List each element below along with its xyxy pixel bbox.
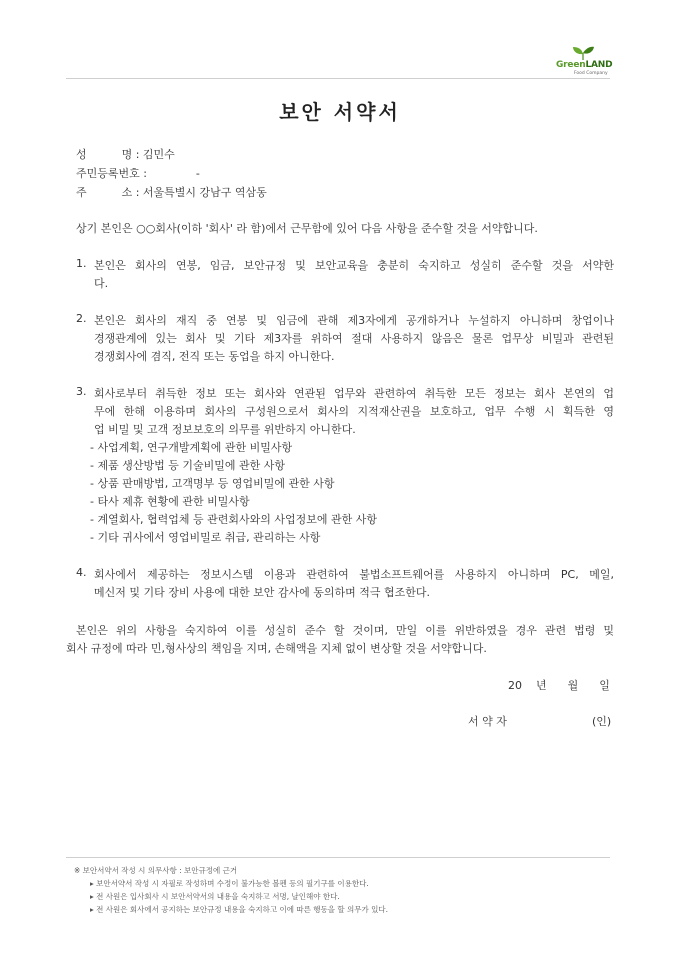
item-3-sub-3: - 상품 판매방법, 고객명부 등 영업비밀에 관한 사항 [90, 477, 335, 490]
address-value: : 서울특별시 강남구 역삼동 [135, 186, 267, 199]
name-label: 성 명 [76, 148, 133, 161]
item-2-number: 2. [76, 312, 87, 325]
item-4-number: 4. [76, 566, 87, 579]
item-3-line-3: 업 비밀 및 고객 정보보호의 의무를 위반하지 아니한다. [94, 423, 356, 436]
item-3-sub-2: - 제품 생산방법 등 기술비밀에 관한 사항 [90, 459, 285, 472]
note-item-2: ▸ 전 사원은 입사회사 시 보안서약서의 내용을 숙지하고 서명, 날인해야 한다. [90, 892, 340, 901]
closing-line-1: 본인은 위의 사항을 숙지하여 이를 성실히 준수 할 것이며, 만일 이를 위반하였을 경우 관련 법령 및 [76, 624, 614, 637]
page-title: 보안 서약서 [279, 100, 401, 124]
item-4-line-2: 메신저 및 기타 장비 사용에 대한 보안 감사에 동의하며 적극 협조한다. [94, 586, 430, 599]
notes-header: ※ 보안서약서 작성 시 의무사항 : 보안규정에 근거 [74, 866, 238, 875]
item-3-sub-1: - 사업계획, 연구개발계획에 관한 비밀사항 [90, 441, 293, 454]
rrn-row [76, 165, 200, 181]
item-3-sub-4: - 타사 제휴 현황에 관한 비밀사항 [90, 495, 250, 508]
seal-mark: (인) [592, 715, 612, 728]
note-item-3: ▸ 전 사원은 회사에서 공지하는 보안규정 내용을 숙지하고 이에 따른 행동을 할 의무가 있다. [90, 905, 388, 914]
item-2-line-1: 본인은 회사의 재직 중 연봉 및 임금에 관해 제3자에게 공개하거나 누설하지 아니하며 창업이나 [94, 314, 614, 327]
logo-land: LAND [585, 60, 613, 70]
name-value: : 김민수 [135, 148, 175, 161]
logo-green: Green [556, 60, 586, 70]
rrn-label: 주민등록번호 [76, 167, 140, 180]
signer-label: 서 약 자 [468, 715, 507, 728]
intro-text: 상기 본인은 ○○회사(이하 '회사' 라 함)에서 근무함에 있어 다음 사항을 준수할 것을 서약합니다. [76, 222, 538, 235]
item-1-line-1: 본인은 회사의 연봉, 임금, 보안규정 및 보안교육을 충분히 숙지하고 성실히 준수할 것을 서약한 [94, 259, 614, 272]
logo-subtitle: Food Company [574, 71, 608, 76]
logo-wordmark [556, 60, 612, 70]
note-item-1: ▸ 보안서약서 작성 시 자필로 작성하며 수정이 불가능한 볼펜 등의 필기구를 이용한다. [90, 879, 369, 888]
address-label: 주 소 [76, 186, 133, 199]
item-3-line-2: 무에 한해 이용하며 회사의 구성원으로서 회사의 지적재산권을 보호하고, 업무 수행 시 획득한 영 [94, 405, 614, 418]
item-3-sub-5: - 계열회사, 협력업체 등 관련회사와의 사업정보에 관한 사항 [90, 513, 377, 526]
item-4-line-1: 회사에서 제공하는 정보시스템 이용과 관련하여 불법소프트웨어를 사용하지 아니하며 PC, 메일, [94, 568, 614, 581]
closing-line-2: 회사 규정에 따라 민,형사상의 책임을 지며, 손해액을 지체 없이 변상할 것을 서약합니다. [66, 642, 487, 655]
item-2-line-2: 경쟁관계에 있는 회사 및 기타 제3자를 위하여 절대 사용하지 않음은 물론 업무상 비밀과 관련된 [94, 332, 614, 345]
rrn-value: : - [143, 167, 200, 180]
item-3-number: 3. [76, 385, 87, 398]
item-1-line-2: 다. [94, 277, 109, 290]
sprout-icon [572, 46, 594, 60]
company-logo [552, 46, 614, 76]
item-3-sub-6: - 기타 귀사에서 영업비밀로 취급, 관리하는 사항 [90, 531, 321, 544]
item-1-number: 1. [76, 257, 87, 270]
address-row [76, 184, 267, 200]
item-2-line-3: 경쟁회사에 겸직, 전직 또는 동업을 하지 아니한다. [94, 350, 335, 363]
footer-divider [66, 857, 610, 858]
header-divider [66, 78, 610, 79]
date-line: 20 년 월 일 [508, 679, 610, 692]
name-row [76, 146, 175, 162]
item-3-line-1: 회사로부터 취득한 정보 또는 회사와 연관된 업무와 관련하여 취득한 모든 정보는 회사 본연의 업 [94, 387, 614, 400]
